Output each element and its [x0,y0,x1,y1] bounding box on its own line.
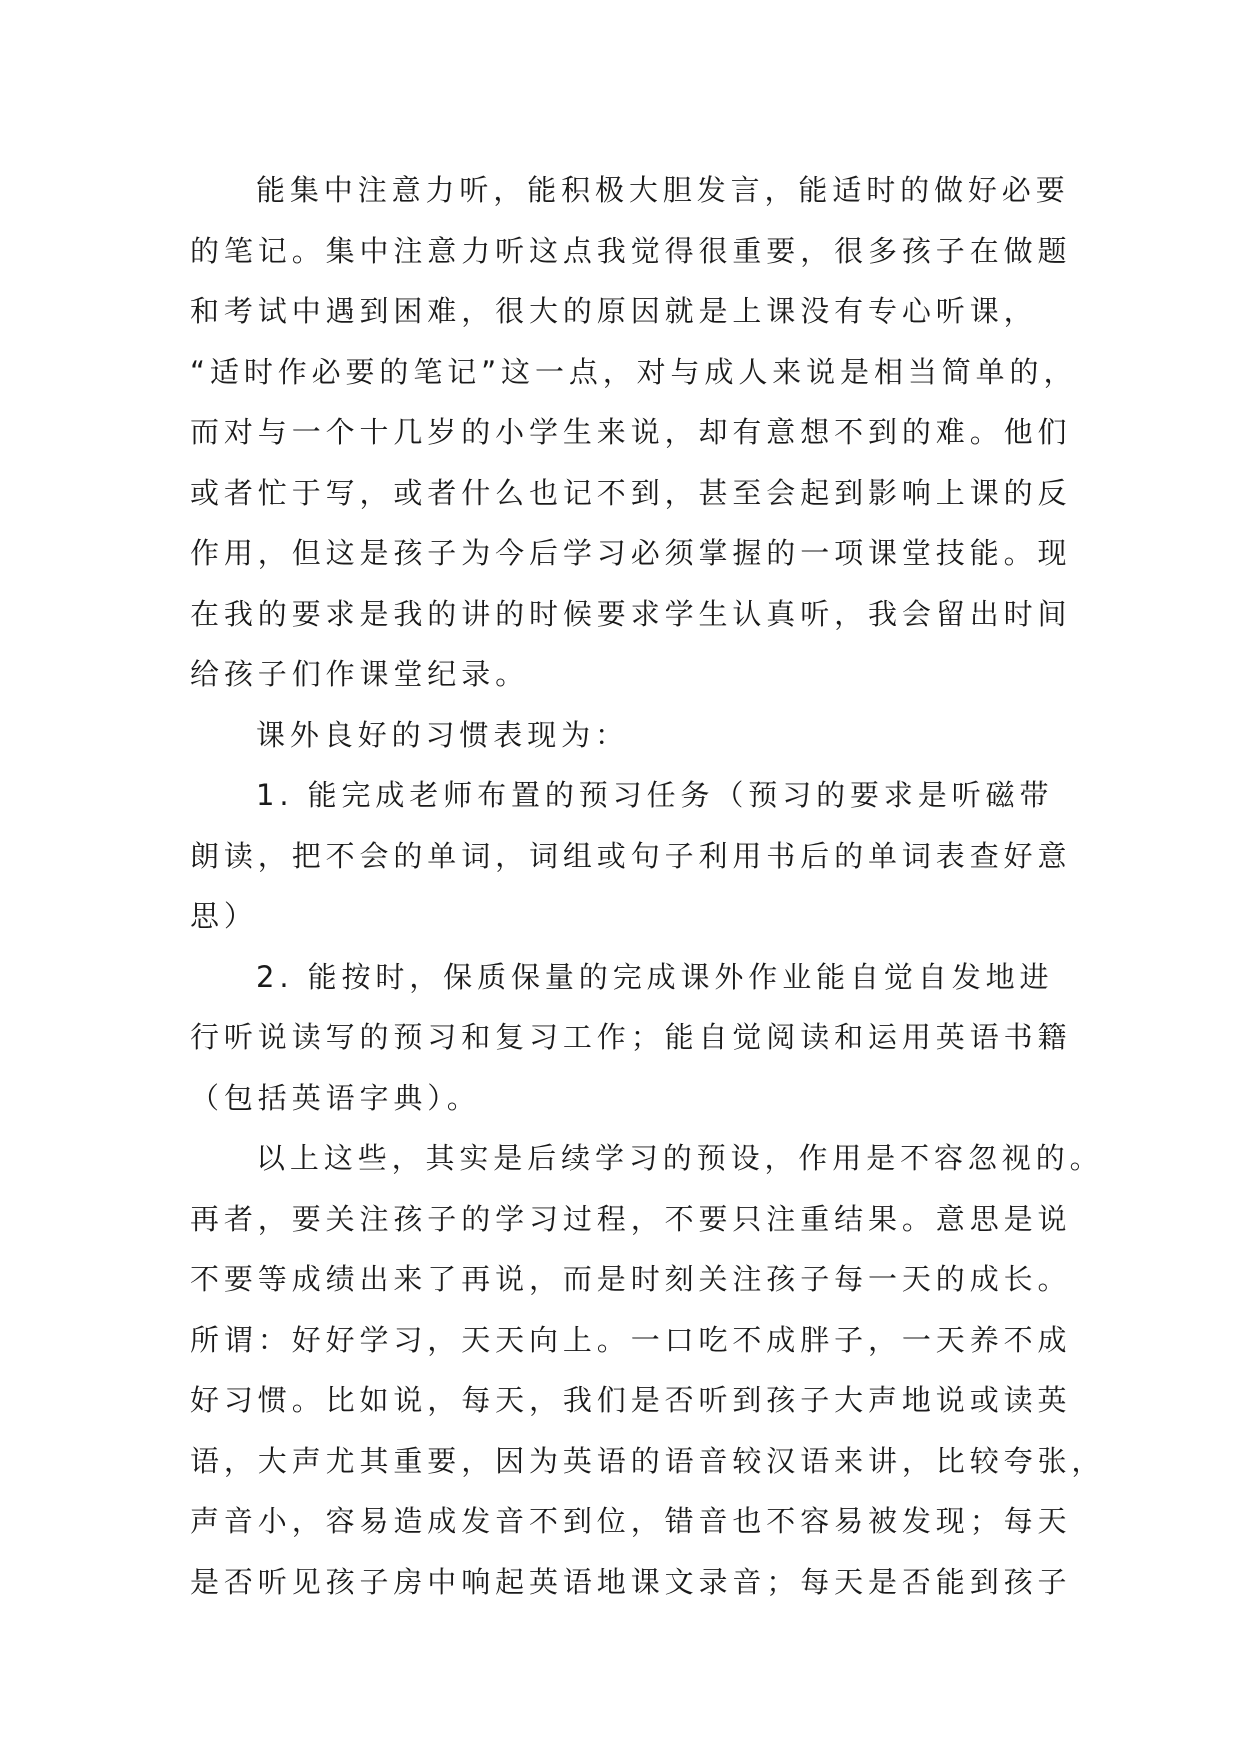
text-line: （包括英语字典）。 [190,1080,481,1115]
text-line: 给孩子们作课堂纪录。 [190,657,530,691]
list-item-2: 2. 能按时，保质保量的完成课外作业能自觉自发地进 [256,959,1054,994]
text-line: 课外良好的习惯表现为： [256,717,629,752]
text-line: 在我的要求是我的讲的时候要求学生认真听，我会留出时间 [190,596,1072,631]
text-line: 语，大声尤其重要，因为英语的语音较汉语来讲，比较夸张， [190,1443,1106,1478]
text-line: 不要等成绩出来了再说，而是时刻关注孩子每一天的成长。 [190,1262,1072,1296]
text-line: 思） [190,899,258,933]
text-line: 能集中注意力听，能积极大胆发言，能适时的做好必要 [256,173,1070,207]
text-line: 和考试中遇到困难，很大的原因就是上课没有专心听课， [190,294,1038,328]
text-line: 朗读，把不会的单词，词组或句子利用书后的单词表查好意 [190,838,1072,873]
text-line: 行听说读写的预习和复习工作；能自觉阅读和运用英语书籍 [190,1020,1072,1054]
text-line: “适时作必要的笔记”这一点，对与成人来说是相当简单的， [190,354,1078,389]
text-line: 作用，但这是孩子为今后学习必须掌握的一项课堂技能。现 [190,536,1072,570]
text-line: 所谓：好好学习，天天向上。一口吃不成胖子，一天养不成 [190,1322,1072,1357]
text-line: 或者忙于写，或者什么也记不到，甚至会起到影响上课的反 [190,475,1072,510]
text-line: 声音小，容易造成发音不到位，错音也不容易被发现；每天 [190,1504,1072,1538]
text-line: 以上这些，其实是后续学习的预设，作用是不容忽视的。 [256,1141,1104,1175]
text-line: 而对与一个十几岁的小学生来说，却有意想不到的难。他们 [190,415,1072,449]
text-line: 的笔记。集中注意力听这点我觉得很重要，很多孩子在做题 [190,233,1072,268]
text-line: 再者，要关注孩子的学习过程，不要只注重结果。意思是说 [190,1201,1072,1236]
text-line: 好习惯。比如说，每天，我们是否听到孩子大声地说或读英 [190,1383,1072,1417]
text-line: 是否听见孩子房中响起英语地课文录音；每天是否能到孩子 [190,1564,1072,1599]
list-item-1: 1. 能完成老师布置的预习任务（预习的要求是听磁带 [256,778,1054,812]
body-text [190,160,1106,1612]
